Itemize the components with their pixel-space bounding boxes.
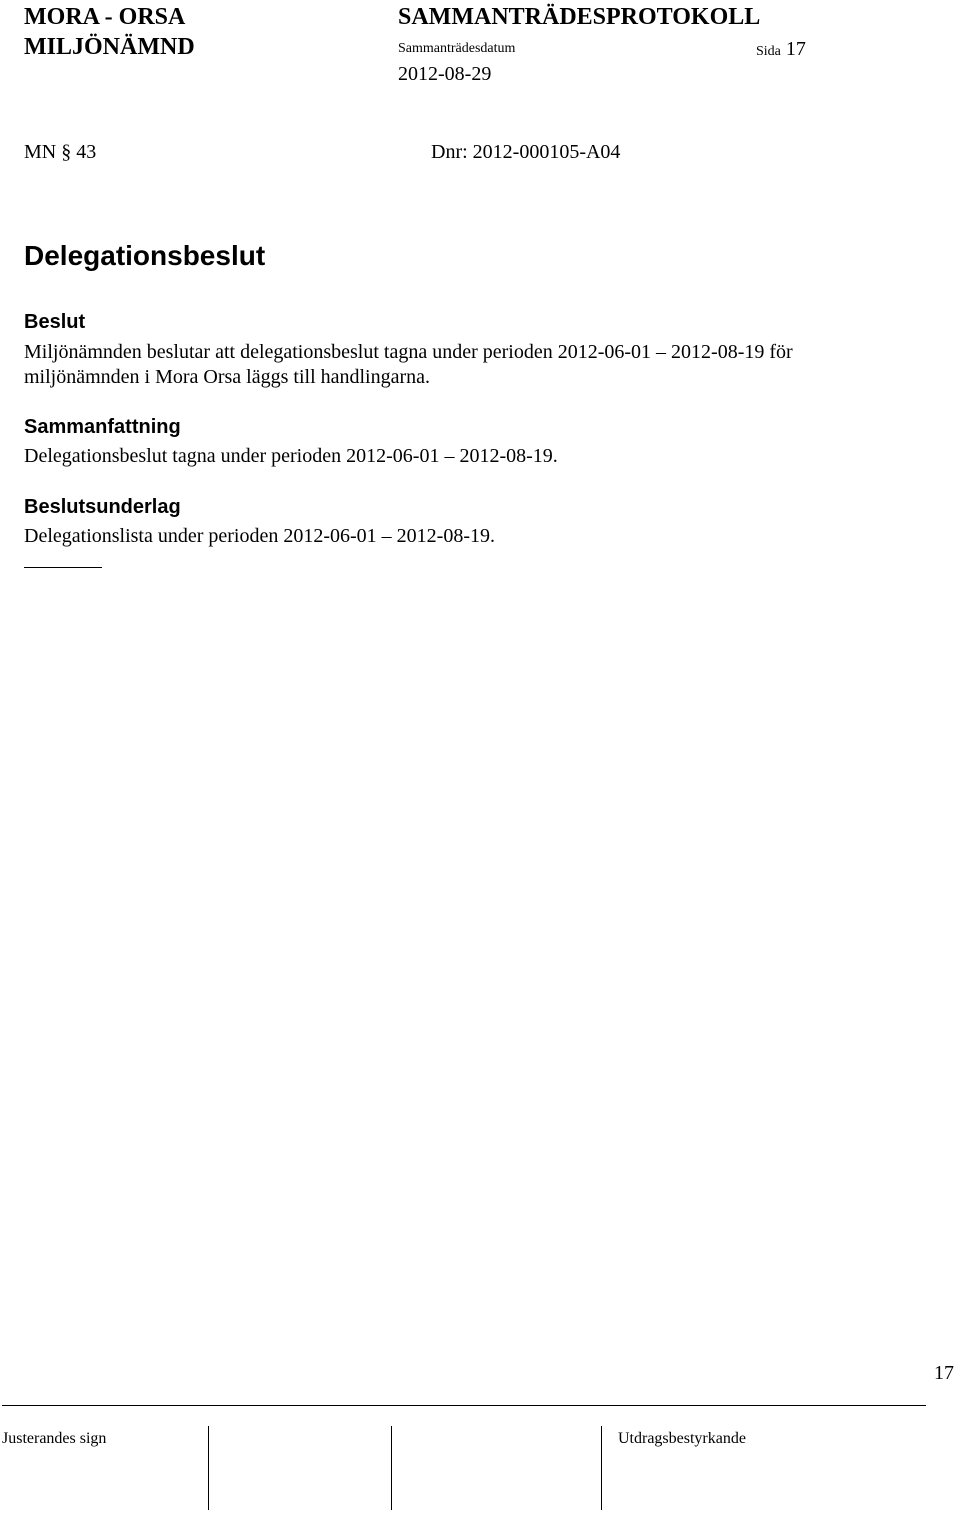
org-name-line2: MILJÖNÄMND [24, 34, 195, 60]
beslutsunderlag-heading: Beslutsunderlag [24, 496, 181, 518]
section-end-rule [24, 567, 102, 568]
page-indicator [756, 38, 806, 61]
org-name-line1: MORA - ORSA [24, 4, 186, 30]
page-title: Delegationsbeslut [24, 240, 266, 271]
page-number: 17 [785, 38, 806, 60]
signature-box-divider-3 [601, 1426, 602, 1510]
footer-page-number: 17 [934, 1362, 954, 1384]
sammanfattning-text: Delegationsbeslut tagna under perioden 2012-06-01 – 2012-08-19. [24, 445, 558, 467]
document-type: SAMMANTRÄDESPROTOKOLL [398, 4, 761, 30]
beslut-text-line2: miljönämnden i Mora Orsa läggs till handlingarna. [24, 366, 431, 388]
extract-label: Utdragsbestyrkande [618, 1430, 746, 1447]
sammanfattning-heading: Sammanfattning [24, 416, 181, 438]
footer-divider [2, 1405, 926, 1406]
beslut-text-line1: Miljönämnden beslutar att delegationsbeslut tagna under perioden 2012-06-01 – 2012-08-19 för [24, 341, 793, 363]
signature-box-divider-2 [391, 1426, 392, 1510]
beslutsunderlag-text: Delegationslista under perioden 2012-06-01 – 2012-08-19. [24, 525, 496, 547]
page-label: Sida [756, 44, 781, 59]
beslut-heading: Beslut [24, 311, 86, 333]
sign-label: Justerandes sign [2, 1430, 107, 1447]
signature-box-divider-1 [208, 1426, 209, 1510]
meeting-date: 2012-08-29 [398, 63, 492, 85]
diary-number: Dnr: 2012-000105-A04 [431, 141, 621, 163]
meeting-date-label: Sammanträdesdatum [398, 41, 516, 56]
paragraph-number: MN § 43 [24, 141, 97, 163]
